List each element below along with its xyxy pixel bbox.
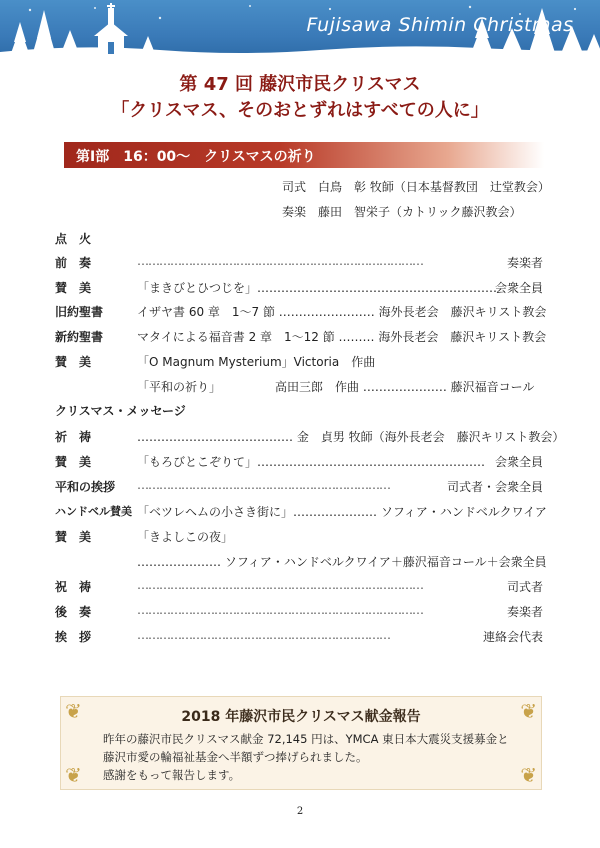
program-row xyxy=(55,453,543,473)
program-row xyxy=(55,603,543,623)
program-label: 前 奏 xyxy=(55,256,92,270)
report-text: 藤沢市愛の輪福祉基金へ半額ずつ捧げられました。 xyxy=(103,750,368,764)
program-body: マタイによる福音書 2 章 1～12 節 ……… 海外長老会 藤沢キリスト教会 xyxy=(137,330,547,344)
report-title: 2018 年藤沢市民クリスマス献金報告 xyxy=(181,709,421,725)
program-label: 旧約聖書 xyxy=(55,305,104,319)
program-row xyxy=(55,230,543,250)
program-body: 「まきびとひつじを」…………………………………………………… xyxy=(137,281,498,295)
program-body: …………………………………………………………………… xyxy=(137,578,423,592)
program-label: 挨 拶 xyxy=(55,630,92,644)
program-row xyxy=(55,254,543,274)
program-label: 祝 祷 xyxy=(55,580,92,594)
program-performer: 会衆全員 xyxy=(494,281,543,295)
program-row xyxy=(55,328,547,348)
program-body: 「もろびとこぞりて」………………………………………………… xyxy=(137,455,486,469)
program-body: ………………………………… 金 貞男 牧師（海外長老会 藤沢キリスト教会） xyxy=(137,430,565,444)
program-body: …………………………………………………………………… xyxy=(137,254,423,268)
officiant-line: 司式 白鳥 彰 牧師（日本基督教団 辻堂教会） xyxy=(282,180,550,194)
program-label: 祈 祷 xyxy=(55,430,92,444)
organist-line: 奏楽 藤田 智栄子（カトリック藤沢教会） xyxy=(282,205,522,219)
program-body: 「O Magnum Mysterium」Victoria 作曲 xyxy=(137,355,376,369)
donation-report-box xyxy=(60,696,542,790)
program-label: 賛 美 xyxy=(55,355,92,369)
program-body: ………………… ソフィア・ハンドベルクワイア＋藤沢福音コール＋会衆全員 xyxy=(137,555,547,569)
event-title: 第 47 回 藤沢市民クリスマス xyxy=(179,74,421,95)
event-theme: 「クリスマス、そのおとずれはすべての人に」 xyxy=(111,100,489,121)
ornament-icon: ❦ xyxy=(520,699,537,723)
banner-title: Fujisawa Shimin Christmas xyxy=(306,14,574,36)
program-body: 「きよしこの夜」 xyxy=(137,530,234,544)
program-label: ハンドベル賛美 xyxy=(55,505,132,518)
program-body: 「平和の祈り」 高田三郎 作曲 ………………… 藤沢福音コール xyxy=(137,380,535,394)
program-row xyxy=(55,478,543,498)
report-text: 昨年の藤沢市民クリスマス献金 72,145 円は、YMCA 東日本大震災支援募金と xyxy=(103,732,509,746)
part-one-header xyxy=(64,142,544,168)
program-row xyxy=(55,528,543,548)
program-performer: 司式者 xyxy=(506,580,543,594)
header-banner xyxy=(0,0,600,60)
program-row xyxy=(55,428,565,448)
part-one-label: 第Ⅰ部 16：00～ クリスマスの祈り xyxy=(76,149,316,165)
ornament-icon: ❦ xyxy=(520,763,537,787)
program-row xyxy=(55,503,547,523)
program-label: 賛 美 xyxy=(55,455,92,469)
program-row xyxy=(55,578,543,598)
program-row xyxy=(55,279,543,299)
program-body: 「ベツレヘムの小さき街に」………………… ソフィア・ハンドベルクワイア xyxy=(137,505,547,519)
ornament-icon: ❦ xyxy=(65,763,82,787)
program-performer: 連絡会代表 xyxy=(482,630,543,644)
program-body: …………………………………………………………… xyxy=(137,628,390,642)
program-performer: 奏楽者 xyxy=(506,256,543,270)
program-row xyxy=(55,553,547,573)
report-text: 感謝をもって報告します。 xyxy=(103,768,241,782)
page-number: 2 xyxy=(296,806,304,817)
program-performer: 会衆全員 xyxy=(494,455,543,469)
program-row xyxy=(55,303,547,323)
program-row xyxy=(55,378,543,398)
program-label: 後 奏 xyxy=(55,605,92,619)
program-performer: 司式者・会衆全員 xyxy=(446,480,543,494)
program-label: 点 火 xyxy=(55,232,92,246)
program-performer: 奏楽者 xyxy=(506,605,543,619)
program-row xyxy=(55,628,543,648)
program-body: …………………………………………………………… xyxy=(137,478,390,492)
program-row xyxy=(55,353,543,373)
message-heading: クリスマス・メッセージ xyxy=(55,404,186,418)
program-label: 賛 美 xyxy=(55,530,92,544)
program-label: 平和の挨拶 xyxy=(55,480,116,494)
program-label: 新約聖書 xyxy=(55,330,104,344)
program-body: …………………………………………………………………… xyxy=(137,603,423,617)
program-label: 賛 美 xyxy=(55,281,92,295)
ornament-icon: ❦ xyxy=(65,699,82,723)
program-body: イザヤ書 60 章 1～7 節 …………………… 海外長老会 藤沢キリスト教会 xyxy=(137,305,547,319)
